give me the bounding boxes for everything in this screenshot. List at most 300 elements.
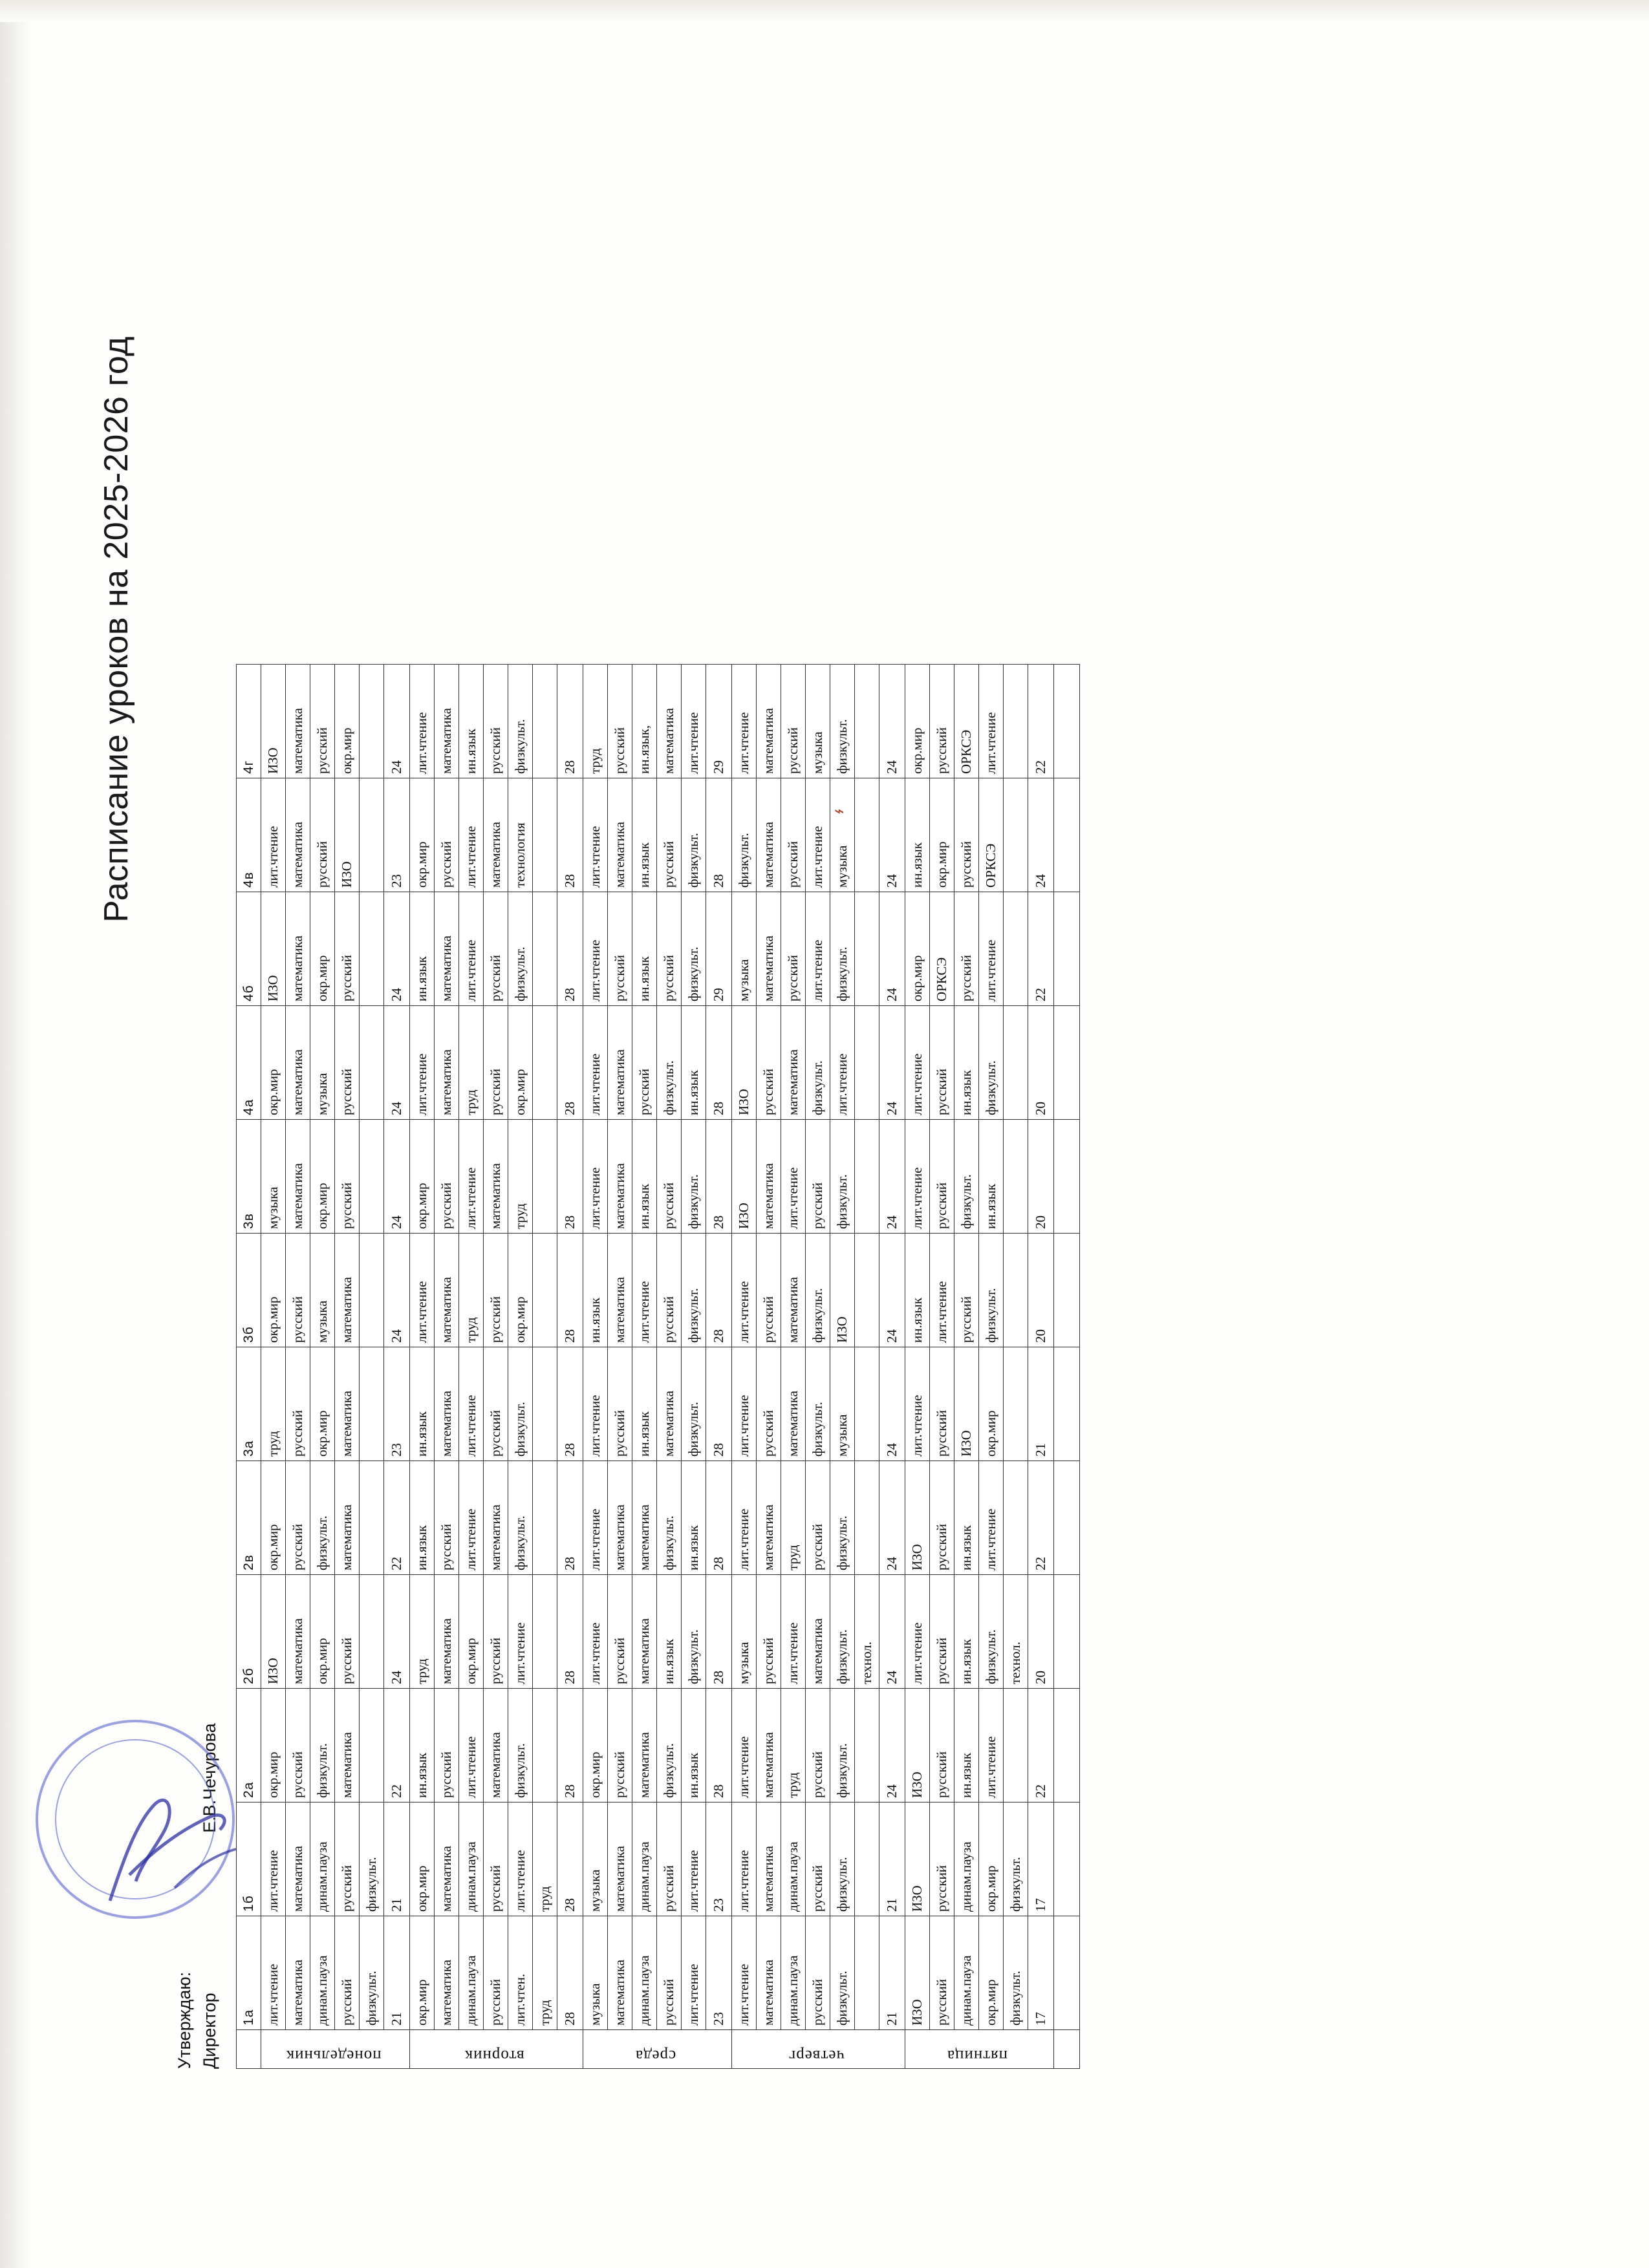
lesson-cell (855, 1689, 879, 1803)
lesson-row (757, 665, 781, 2069)
lesson-cell: ИЗО (905, 1689, 930, 1803)
lesson-cell: математика (608, 778, 632, 892)
lesson-cell: ин.язык (632, 1347, 657, 1461)
lesson-cell: математика (806, 1575, 830, 1689)
lesson-cell: лит.чтение (732, 1916, 757, 2030)
lesson-cell: ИЗО (335, 778, 360, 892)
lesson-cell: русский (781, 892, 806, 1006)
lesson-cell: лит.чтение (732, 665, 757, 778)
lesson-cell: математика (484, 1120, 508, 1234)
lesson-cell: русский (806, 1461, 830, 1575)
table-footer-row (1054, 665, 1080, 2069)
lesson-cell: ИЗО (905, 1803, 930, 1916)
footer-cell (1054, 1461, 1080, 1575)
lesson-cell: лит.чтение (583, 1461, 608, 1575)
lesson-cell (855, 665, 879, 778)
total-cell: 20 (1028, 1234, 1054, 1347)
lesson-cell: лит.чтение (806, 892, 830, 1006)
lesson-cell: лит.чтение (830, 1006, 855, 1120)
lesson-row (435, 665, 459, 2069)
lesson-cell: физкульт. (508, 1461, 533, 1575)
lesson-cell: математика (435, 1006, 459, 1120)
class-header-1a: 1а (237, 1916, 261, 2030)
lesson-row (905, 665, 930, 2069)
lesson-row (310, 665, 335, 2069)
footer-cell (1054, 1916, 1080, 2030)
lesson-cell: динам.пауза (632, 1803, 657, 1916)
lesson-cell: динам.пауза (954, 1803, 979, 1916)
lesson-cell: труд (459, 1006, 484, 1120)
lesson-cell: математика (781, 1234, 806, 1347)
lesson-cell: русский (435, 778, 459, 892)
paper-edge-left (0, 0, 31, 2268)
lesson-cell: окр.мир (905, 892, 930, 1006)
lesson-cell: труд (533, 1803, 557, 1916)
total-cell: 24 (879, 1120, 905, 1234)
lesson-cell: лит.чтение (261, 1916, 286, 2030)
total-cell: 22 (1028, 1461, 1054, 1575)
lesson-cell: физкульт. (830, 665, 855, 778)
lesson-cell: ин.язык (905, 1234, 930, 1347)
class-header-3v: 3в (237, 1120, 261, 1234)
lesson-cell: русский (608, 1347, 632, 1461)
lesson-cell: математика (286, 1916, 310, 2030)
total-cell: 28 (706, 1006, 732, 1120)
lesson-cell: математика (657, 1347, 682, 1461)
lesson-cell: ин.язык (459, 665, 484, 778)
lesson-cell: труд (781, 1461, 806, 1575)
lesson-cell (533, 1234, 557, 1347)
lesson-cell: лит.чтение (410, 665, 435, 778)
lesson-cell (855, 1803, 879, 1916)
day-label-4 (905, 2030, 1054, 2069)
lesson-cell: физкульт. (830, 1461, 855, 1575)
lesson-cell: физкульт. (830, 1803, 855, 1916)
total-cell: 24 (384, 1006, 410, 1120)
lesson-cell: физкульт. (657, 1006, 682, 1120)
lesson-row (855, 665, 879, 2069)
lesson-cell: русский (435, 1461, 459, 1575)
director-name: Е.В.Чечурова (200, 1723, 219, 1833)
total-cell: 20 (1028, 1575, 1054, 1689)
total-cell: 28 (706, 778, 732, 892)
lesson-cell (855, 1120, 879, 1234)
lesson-cell: ин.язык (954, 1689, 979, 1803)
lesson-cell: ОРКСЭ (954, 665, 979, 778)
lesson-row (657, 665, 682, 2069)
lesson-cell (533, 1120, 557, 1234)
lesson-cell: физкульт. (954, 1120, 979, 1234)
lesson-cell: физкульт. (508, 1347, 533, 1461)
lesson-cell: русский (757, 1006, 781, 1120)
lesson-cell: русский (930, 1006, 954, 1120)
lesson-cell: математика (335, 1461, 360, 1575)
lesson-cell: математика (632, 1461, 657, 1575)
class-header-3b: 3б (237, 1234, 261, 1347)
lesson-cell (360, 1120, 384, 1234)
footer-cell (1054, 1575, 1080, 1689)
lesson-cell: математика (608, 1916, 632, 2030)
day-label-text: понедельник (285, 2047, 382, 2064)
total-cell: 28 (557, 1347, 583, 1461)
director-label: Директор (200, 1993, 219, 2069)
lesson-cell: окр.мир (310, 1347, 335, 1461)
lesson-cell: лит.чтение (583, 778, 608, 892)
lesson-cell: русский (930, 1916, 954, 2030)
lesson-cell: лит.чтение (410, 1234, 435, 1347)
total-cell: 28 (706, 1689, 732, 1803)
lesson-cell: русский (484, 1234, 508, 1347)
signature (97, 1784, 246, 1914)
lesson-cell: лит.чтение (682, 1803, 706, 1916)
lesson-cell: русский (806, 1689, 830, 1803)
lesson-cell: ин.язык (632, 1120, 657, 1234)
lesson-cell: лит.чтение (508, 1575, 533, 1689)
lesson-cell: математика (757, 665, 781, 778)
lesson-cell: математика (435, 892, 459, 1006)
lesson-cell (1004, 1006, 1028, 1120)
lesson-cell: математика (757, 892, 781, 1006)
lesson-cell: русский (930, 1575, 954, 1689)
lesson-cell: ин.язык (954, 1575, 979, 1689)
lesson-row (632, 665, 657, 2069)
total-cell: 28 (557, 1234, 583, 1347)
lesson-cell: русский (632, 1006, 657, 1120)
lesson-row (286, 665, 310, 2069)
lesson-cell: окр.мир (979, 1803, 1004, 1916)
lesson-cell: окр.мир (410, 1120, 435, 1234)
lesson-cell: математика (335, 1689, 360, 1803)
lesson-cell (360, 778, 384, 892)
lesson-cell: технол. (1004, 1575, 1028, 1689)
lesson-cell: русский (335, 1575, 360, 1689)
lesson-cell: технол. (855, 1575, 879, 1689)
lesson-cell: ин.язык (954, 1006, 979, 1120)
lesson-cell: лит.чтение (459, 1461, 484, 1575)
day-label-text: среда (634, 2047, 676, 2064)
schedule-table-wrapper (236, 664, 1080, 2069)
lesson-cell: лит.чтение (261, 1803, 286, 1916)
lesson-row (979, 665, 1004, 2069)
total-cell: 29 (706, 665, 732, 778)
footer-cell (1054, 665, 1080, 778)
lesson-row (335, 665, 360, 2069)
lesson-cell: русский (954, 778, 979, 892)
lesson-cell: лит.чтение (459, 892, 484, 1006)
lesson-cell: математика (608, 1120, 632, 1234)
lesson-cell: математика (608, 1006, 632, 1120)
total-cell: 21 (879, 1803, 905, 1916)
lesson-cell: русский (781, 778, 806, 892)
lesson-cell: музыка (583, 1803, 608, 1916)
lesson-cell: физкульт. (508, 1689, 533, 1803)
lesson-cell: лит.чтение (806, 778, 830, 892)
lesson-row (261, 665, 286, 2069)
lesson-cell: музыка (261, 1120, 286, 1234)
lesson-cell: лит.чтение (459, 778, 484, 892)
lesson-cell: русский (608, 1689, 632, 1803)
lesson-cell: динам.пауза (310, 1803, 335, 1916)
lesson-cell: динам.пауза (310, 1916, 335, 2030)
lesson-cell: окр.мир (410, 1803, 435, 1916)
lesson-cell (533, 1461, 557, 1575)
lesson-cell: лит.чтение (459, 1689, 484, 1803)
footer-cell (1054, 1347, 1080, 1461)
lesson-cell (855, 1234, 879, 1347)
day-label-3 (732, 2030, 905, 2069)
lesson-row (410, 665, 435, 2069)
lesson-cell: русский (608, 1575, 632, 1689)
total-cell: 22 (1028, 892, 1054, 1006)
day-label-text: пятница (947, 2047, 1008, 2064)
table-header-row (237, 665, 261, 2069)
lesson-cell: русский (608, 665, 632, 778)
lesson-row (806, 665, 830, 2069)
lesson-cell (533, 1347, 557, 1461)
lesson-cell: музыка (830, 778, 855, 892)
lesson-cell: лит.чтение (583, 1347, 608, 1461)
lesson-cell: математика (435, 1803, 459, 1916)
total-cell: 29 (706, 892, 732, 1006)
lesson-cell: физкульт. (830, 1689, 855, 1803)
lesson-cell: лит.чтение (979, 665, 1004, 778)
lesson-cell: ин.язык (410, 1461, 435, 1575)
lesson-cell: русский (657, 1803, 682, 1916)
lesson-cell: физкульт. (979, 1006, 1004, 1120)
lesson-cell: окр.мир (508, 1006, 533, 1120)
lesson-cell: математика (286, 1006, 310, 1120)
lesson-row (830, 665, 855, 2069)
lesson-cell: русский (954, 892, 979, 1006)
lesson-cell: ИЗО (261, 665, 286, 778)
lesson-cell: музыка (310, 1234, 335, 1347)
day-label-text: четверг (788, 2047, 845, 2064)
total-cell: 22 (384, 1461, 410, 1575)
total-cell: 24 (879, 1689, 905, 1803)
total-cell: 23 (384, 1347, 410, 1461)
total-cell: 24 (879, 892, 905, 1006)
lesson-cell: математика (435, 1234, 459, 1347)
lesson-cell: русский (484, 665, 508, 778)
lesson-cell (1004, 892, 1028, 1006)
total-cell: 24 (879, 1006, 905, 1120)
lesson-cell (855, 892, 879, 1006)
lesson-cell: ин.язык (657, 1575, 682, 1689)
lesson-cell: ин.язык (682, 1461, 706, 1575)
lesson-cell (360, 892, 384, 1006)
lesson-cell: физкульт. (806, 1347, 830, 1461)
lesson-row (360, 665, 384, 2069)
total-cell: 21 (384, 1803, 410, 1916)
lesson-cell: труд (459, 1234, 484, 1347)
lesson-row (484, 665, 508, 2069)
lesson-cell: физкульт. (682, 1234, 706, 1347)
footer-cell (1054, 1803, 1080, 1916)
lesson-cell: ОРКСЭ (979, 778, 1004, 892)
approval-label: Утверждаю: (175, 1971, 194, 2069)
lesson-cell: физкульт. (979, 1575, 1004, 1689)
lesson-cell: ИЗО (261, 892, 286, 1006)
footer-cell (1054, 892, 1080, 1006)
lesson-cell: математика (608, 1803, 632, 1916)
total-cell: 28 (706, 1347, 732, 1461)
lesson-cell: музыка (310, 1006, 335, 1120)
lesson-cell (1004, 1461, 1028, 1575)
lesson-cell: лит.чтение (979, 1461, 1004, 1575)
lesson-cell: ин.язык (632, 892, 657, 1006)
totals-row (1028, 665, 1054, 2069)
lesson-cell: лит.чтен. (508, 1916, 533, 2030)
total-cell: 28 (706, 1234, 732, 1347)
lesson-cell: математика (757, 1120, 781, 1234)
lesson-cell (533, 1689, 557, 1803)
lesson-cell: физкульт. (830, 1916, 855, 2030)
lesson-cell: математика (608, 1461, 632, 1575)
lesson-cell: лит.чтение (781, 1575, 806, 1689)
lesson-cell (360, 1689, 384, 1803)
lesson-cell (360, 1461, 384, 1575)
footer-day-cell (1054, 2030, 1080, 2069)
lesson-cell: ин.язык (632, 778, 657, 892)
lesson-cell: лит.чтение (732, 1803, 757, 1916)
lesson-cell (855, 1006, 879, 1120)
lesson-cell: окр.мир (261, 1689, 286, 1803)
lesson-cell: физкульт. (732, 778, 757, 892)
lesson-row (1004, 665, 1028, 2069)
lesson-cell: русский (335, 1120, 360, 1234)
lesson-cell: математика (657, 665, 682, 778)
lesson-cell: физкульт. (682, 1575, 706, 1689)
lesson-cell: русский (757, 1347, 781, 1461)
total-cell: 28 (557, 1916, 583, 2030)
class-header-2v: 2в (237, 1461, 261, 1575)
total-cell: 23 (384, 778, 410, 892)
lesson-cell: динам.пауза (459, 1916, 484, 2030)
lesson-cell: русский (435, 1689, 459, 1803)
page-title: Расписание уроков на 2025-2026 год (98, 336, 135, 923)
lesson-row (930, 665, 954, 2069)
lesson-cell: русский (286, 1461, 310, 1575)
lesson-cell (533, 892, 557, 1006)
lesson-cell: русский (657, 1120, 682, 1234)
lesson-cell: физкульт. (508, 665, 533, 778)
lesson-cell: русский (781, 665, 806, 778)
lesson-cell: физкульт. (310, 1461, 335, 1575)
lesson-cell: лит.чтение (732, 1689, 757, 1803)
total-cell: 28 (557, 778, 583, 892)
pen-annotation: ⌁ (834, 802, 845, 820)
lesson-cell: ин.язык (954, 1461, 979, 1575)
total-cell: 28 (557, 1461, 583, 1575)
lesson-cell: физкульт. (508, 892, 533, 1006)
total-cell: 17 (1028, 1916, 1054, 2030)
footer-cell (1054, 1120, 1080, 1234)
lesson-cell: ин.язык (979, 1120, 1004, 1234)
lesson-cell: ИЗО (261, 1575, 286, 1689)
lesson-cell: окр.мир (979, 1916, 1004, 2030)
lesson-cell: математика (435, 1347, 459, 1461)
lesson-cell: физкульт. (657, 1461, 682, 1575)
total-cell: 28 (706, 1575, 732, 1689)
lesson-cell: русский (286, 1347, 310, 1461)
total-cell: 28 (557, 892, 583, 1006)
lesson-cell: математика (757, 1689, 781, 1803)
lesson-cell: русский (930, 1347, 954, 1461)
lesson-cell (533, 1006, 557, 1120)
totals-row (706, 665, 732, 2069)
lesson-cell: физкульт. (806, 1006, 830, 1120)
class-header-4g: 4г (237, 665, 261, 778)
lesson-cell: русский (657, 892, 682, 1006)
total-cell: 22 (384, 1689, 410, 1803)
lesson-cell: лит.чтение (261, 778, 286, 892)
lesson-cell: окр.мир (583, 1689, 608, 1803)
lesson-row (533, 665, 557, 2069)
lesson-cell: ин.язык (583, 1234, 608, 1347)
total-cell: 17 (1028, 1803, 1054, 1916)
lesson-cell: лит.чтение (979, 1689, 1004, 1803)
lesson-cell: математика (632, 1575, 657, 1689)
lesson-cell (533, 778, 557, 892)
lesson-cell: русский (484, 1803, 508, 1916)
lesson-cell (1004, 1234, 1028, 1347)
lesson-row (459, 665, 484, 2069)
lesson-cell: русский (286, 1234, 310, 1347)
total-cell: 28 (557, 1803, 583, 1916)
total-cell: 24 (1028, 778, 1054, 892)
lesson-cell: физкульт. (830, 892, 855, 1006)
lesson-cell: математика (286, 1803, 310, 1916)
total-cell: 24 (879, 1575, 905, 1689)
lesson-cell: математика (286, 892, 310, 1006)
lesson-cell: русский (286, 1689, 310, 1803)
lesson-cell: лит.чтение (459, 1347, 484, 1461)
lesson-cell (533, 665, 557, 778)
lesson-cell: русский (657, 1916, 682, 2030)
day-label-1 (410, 2030, 583, 2069)
lesson-cell: физкульт. (682, 778, 706, 892)
lesson-cell: лит.чтение (583, 892, 608, 1006)
class-header-4a: 4а (237, 1006, 261, 1120)
lesson-cell: физкульт. (1004, 1916, 1028, 2030)
lesson-cell: ИЗО (905, 1916, 930, 2030)
lesson-cell: русский (484, 1575, 508, 1689)
total-cell: 28 (557, 665, 583, 778)
lesson-cell: математика (757, 1916, 781, 2030)
lesson-cell: математика (757, 1461, 781, 1575)
lesson-cell: русский (484, 1347, 508, 1461)
class-header-3a: 3а (237, 1347, 261, 1461)
lesson-cell: лит.чтение (508, 1803, 533, 1916)
lesson-cell: труд (508, 1120, 533, 1234)
lesson-cell: труд (261, 1347, 286, 1461)
lesson-cell: русский (930, 665, 954, 778)
lesson-cell: физкульт. (830, 1575, 855, 1689)
schedule-table (236, 664, 1080, 2069)
lesson-cell: русский (335, 1803, 360, 1916)
lesson-cell: окр.мир (979, 1347, 1004, 1461)
lesson-cell: русский (484, 892, 508, 1006)
lesson-cell (1004, 1689, 1028, 1803)
lesson-cell (360, 1234, 384, 1347)
lesson-cell: русский (608, 892, 632, 1006)
lesson-cell: труд (583, 665, 608, 778)
total-cell: 24 (879, 1234, 905, 1347)
class-header-1b: 1б (237, 1803, 261, 1916)
total-cell: 24 (879, 1461, 905, 1575)
lesson-cell: лит.чтение (781, 1120, 806, 1234)
lesson-cell: физкульт. (360, 1803, 384, 1916)
